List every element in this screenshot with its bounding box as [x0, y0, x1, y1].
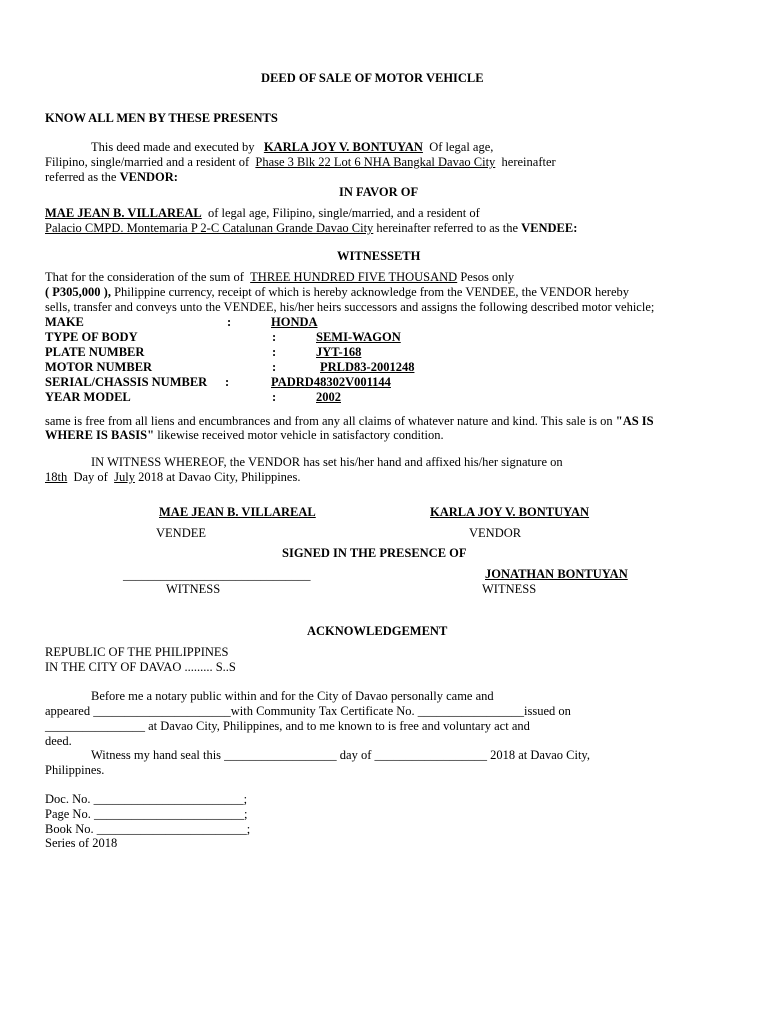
- witness-2-role: WITNESS: [482, 582, 537, 596]
- vehicle-year-label: YEAR MODEL: [45, 390, 131, 404]
- vendee-signature-name: MAE JEAN B. VILLAREAL: [159, 505, 316, 519]
- vendee-paragraph-line-1: MAE JEAN B. VILLAREAL of legal age, Filipino, single/married, and a resident of: [45, 206, 480, 220]
- acknowledgement-heading: ACKNOWLEDGEMENT: [307, 624, 448, 638]
- vehicle-motor-value: PRLD83-2001248: [320, 360, 415, 374]
- signing-month: July: [114, 470, 135, 484]
- vendee-name: MAE JEAN B. VILLAREAL: [45, 206, 202, 220]
- witness-2-name: JONATHAN BONTUYAN: [485, 567, 628, 581]
- vehicle-chassis-value: PADRD48302V001144: [271, 375, 391, 389]
- notary-line-5: Witness my hand seal this __________________ day of __________________ 2018 at Davao City,: [91, 748, 590, 762]
- vehicle-motor-label: MOTOR NUMBER: [45, 360, 153, 374]
- in-favor-of-heading: IN FAVOR OF: [339, 185, 419, 199]
- page-number-line: Page No. ________________________;: [45, 807, 248, 821]
- witness-whereof-line-2: 18th Day of July 2018 at Davao City, Philippines.: [45, 470, 301, 484]
- consideration-line-1: That for the consideration of the sum of THREE HUNDRED FIVE THOUSAND Pesos only: [45, 270, 515, 284]
- republic-line: REPUBLIC OF THE PHILIPPINES: [45, 645, 229, 659]
- vehicle-make-value: HONDA: [271, 315, 318, 329]
- signed-presence-heading: SIGNED IN THE PRESENCE OF: [282, 546, 467, 560]
- vendee-paragraph-line-2: Palacio CMPD. Montemaria P 2-C Catalunan Grande Davao City hereinafter referred to as the VENDEE:: [45, 221, 578, 235]
- intro-heading: KNOW ALL MEN BY THESE PRESENTS: [45, 111, 278, 125]
- vendee-address: Palacio CMPD. Montemaria P 2-C Catalunan Grande Davao City: [45, 221, 374, 235]
- vehicle-plate-label: PLATE NUMBER: [45, 345, 145, 359]
- book-number-line: Book No. ________________________;: [45, 822, 251, 836]
- vehicle-body-label: TYPE OF BODY: [45, 330, 138, 344]
- city-line: IN THE CITY OF DAVAO ......... S..S: [45, 660, 236, 674]
- vehicle-body-value: SEMI-WAGON: [316, 330, 401, 344]
- vendor-paragraph-line-2: Filipino, single/married and a resident of Phase 3 Blk 22 Lot 6 NHA Bangkal Davao City hereinafter: [45, 155, 556, 169]
- amount-figures: ( P305,000 ),: [45, 285, 111, 299]
- signing-day: 18th: [45, 470, 68, 484]
- doc-number-line: Doc. No. ________________________;: [45, 792, 248, 806]
- witness-whereof-line-1: IN WITNESS WHEREOF, the VENDOR has set his/her hand and affixed his/her signature on: [91, 455, 563, 469]
- amount-words: THREE HUNDRED FIVE THOUSAND: [250, 270, 458, 284]
- vendor-signature-name: KARLA JOY V. BONTUYAN: [430, 505, 590, 519]
- witnesseth-heading: WITNESSETH: [337, 249, 421, 263]
- vehicle-year-value: 2002: [316, 390, 341, 404]
- vendor-paragraph-line-3: referred as the VENDOR:: [45, 170, 178, 184]
- consideration-line-2: ( P305,000 ), Philippine currency, receipt of which is hereby acknowledge from the VENDEE, the VENDOR hereby: [45, 285, 629, 299]
- vehicle-chassis-label: SERIAL/CHASSIS NUMBER: [45, 375, 208, 389]
- notary-line-2: appeared ______________________with Community Tax Certificate No. _________________issued on: [45, 704, 571, 718]
- notary-line-3: ________________ at Davao City, Philippines, and to me known to is free and voluntary act and: [45, 719, 530, 733]
- vehicle-plate-value: JYT-168: [316, 345, 362, 359]
- liens-line-1: same is free from all liens and encumbrances and from any all claims of whatever nature and kind. This sale is on "AS IS: [45, 414, 654, 428]
- vendee-role-label: VENDEE: [156, 526, 206, 540]
- vendor-address: Phase 3 Blk 22 Lot 6 NHA Bangkal Davao City: [255, 155, 496, 169]
- document-title: DEED OF SALE OF MOTOR VEHICLE: [261, 71, 484, 85]
- liens-line-2: WHERE IS BASIS" likewise received motor vehicle in satisfactory condition.: [45, 428, 444, 442]
- notary-line-1: Before me a notary public within and for the City of Davao personally came and: [91, 689, 494, 703]
- vendor-paragraph-line-1: This deed made and executed by KARLA JOY V. BONTUYAN Of legal age,: [91, 140, 494, 154]
- vendor-role-label: VENDOR: [469, 526, 522, 540]
- consideration-line-3: sells, transfer and conveys unto the VENDEE, his/her heirs successors and assigns the following described motor vehicle;: [45, 300, 655, 314]
- witness-1-role: WITNESS: [166, 582, 221, 596]
- vehicle-make-label: MAKE: [45, 315, 84, 329]
- notary-line-4: deed.: [45, 734, 72, 748]
- notary-line-6: Philippines.: [45, 763, 105, 777]
- witness-1-signature-line: ______________________________: [123, 568, 311, 582]
- series-line: Series of 2018: [45, 836, 118, 850]
- vendor-name: KARLA JOY V. BONTUYAN: [263, 140, 423, 154]
